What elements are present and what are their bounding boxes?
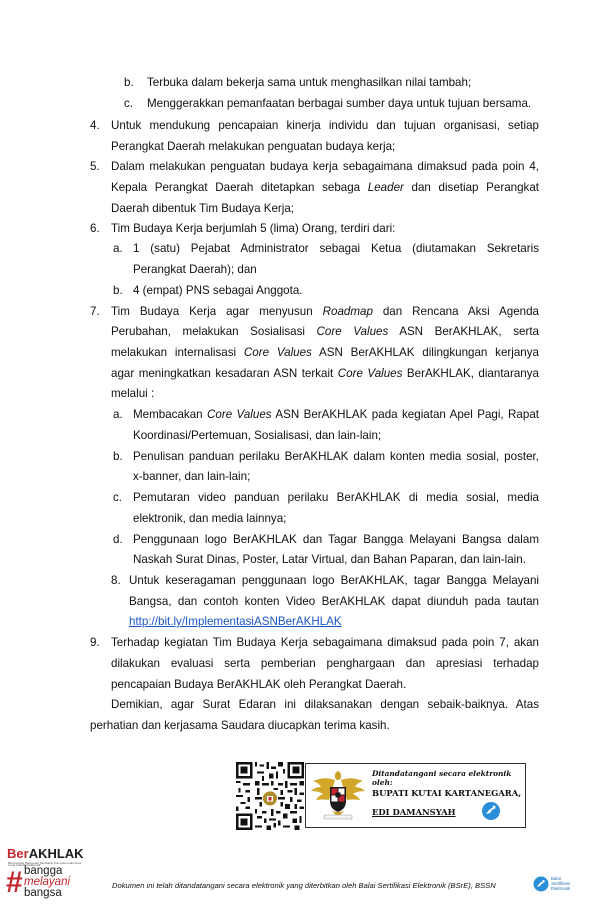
text-run-italic: Roadmap xyxy=(322,305,373,318)
paragraph-line: Daerah dibentuk Tim Budaya Kerja; xyxy=(111,202,295,215)
berakhlak-logo xyxy=(7,846,84,861)
closing-line: perhatian dan kerjasama Saudara diucapkan terima kasih. xyxy=(90,719,390,732)
text-run-italic: Core Values xyxy=(243,346,312,359)
bsre-seal-icon xyxy=(481,801,501,821)
text-run: Perubahan, melakukan Sosialisasi xyxy=(111,325,317,338)
paragraph-line: Tim Budaya Kerja berjumlah 5 (lima) Orang, terdiri dari: xyxy=(111,222,396,235)
text-run: Kepala Perangkat Daerah ditetapkan sebaga xyxy=(111,181,368,194)
list-item-text: 1 (satu) Pejabat Administrator sebagai Ketua (diutamakan Sekretaris xyxy=(133,242,539,255)
signatory-name: EDI DAMANSYAH xyxy=(372,807,456,817)
garuda-emblem-icon xyxy=(308,765,368,825)
bsre-logo-icon xyxy=(533,876,549,892)
download-link[interactable]: http://bit.ly/ImplementasiASNBerAKHLAK xyxy=(129,615,342,628)
qr-emblem-icon xyxy=(263,791,277,805)
point-number: 5. xyxy=(90,160,100,173)
list-marker: b. xyxy=(113,450,123,463)
logo-word: bangsa xyxy=(24,887,62,899)
text-run: ASN BerAKHLAK pada kegiatan Apel Pagi, Rapat xyxy=(271,408,539,421)
bsre-label-line: Sertifikasi xyxy=(551,880,571,886)
paragraph-line: Perangkat Daerah melakukan penguatan budaya kerja; xyxy=(111,140,396,153)
logo-word: bangga xyxy=(24,865,63,877)
list-marker: d. xyxy=(113,533,123,546)
list-item-text: Penulisan panduan perilaku BerAKHLAK dalam konten media sosial, poster, xyxy=(133,450,539,463)
paragraph-line xyxy=(111,181,539,195)
list-item-text: Naskah Surat Dinas, Poster, Latar Virtual, dan Bahan Paparan, dan lain-lain. xyxy=(133,553,526,566)
qr-code xyxy=(236,762,304,830)
footer-note: Dokumen ini telah ditandatangani secara elektronik yang diterbitkan oleh Balai Sertifikasi Elektronik (BSrE), BSSN xyxy=(112,881,496,890)
closing-line: Demikian, agar Surat Edaran ini dilaksanakan dengan sebaik-baiknya. Atas xyxy=(111,698,539,711)
list-marker: b. xyxy=(113,284,123,297)
text-run: dan disetiap Perangkat xyxy=(403,181,539,194)
text-run: agar meningkatkan kesadaran ASN terkait xyxy=(111,367,338,380)
paragraph-line xyxy=(111,325,539,339)
logo-word: melayani xyxy=(24,876,71,888)
point-number: 8. xyxy=(111,574,121,587)
hashtag-icon: # xyxy=(6,866,23,899)
list-marker: a. xyxy=(113,408,123,421)
list-item-text: Perangkat Daerah); dan xyxy=(133,263,257,276)
list-item-text: Penggunaan logo BerAKHLAK dan Tagar Bangga Melayani Bangsa dalam xyxy=(133,533,539,546)
list-marker: b. xyxy=(124,76,134,89)
list-marker: c. xyxy=(113,491,123,504)
list-item-text: Terbuka dalam bekerja sama untuk menghasilkan nilai tambah; xyxy=(147,76,472,89)
point-number: 9. xyxy=(90,636,100,649)
list-item-text xyxy=(133,408,539,422)
paragraph-line: Dalam melakukan penguatan budaya kerja sebagaimana dimaksud pada poin 4, xyxy=(111,160,539,173)
text-run-italic: Leader xyxy=(367,181,404,194)
text-run: ASN BerAKHLAK, serta xyxy=(388,325,539,338)
bangga-melayani-bangsa-logo xyxy=(24,866,70,899)
text-run: melakukan internalisasi xyxy=(111,346,244,359)
text-run-italic: Core Values xyxy=(316,325,389,338)
list-item-text: 4 (empat) PNS sebagai Anggota. xyxy=(133,284,303,297)
paragraph-line: dilakukan evaluasi serta pemberian penghargaan dan apresiasi terhadap xyxy=(111,657,539,670)
logo-brand-black: AKHLAK xyxy=(28,846,84,861)
paragraph-line: Bangsa, dan contoh konten Video BerAKHLAK dapat diunduh pada tautan xyxy=(129,595,539,608)
point-number: 7. xyxy=(90,305,100,318)
paragraph-line: Untuk keseragaman penggunaan logo BerAKHLAK, tagar Bangga Melayani xyxy=(129,574,539,587)
list-item-text: elektronik, dan media lainnya; xyxy=(133,512,287,525)
list-marker: c. xyxy=(124,97,134,110)
list-item-text: Pemutaran video panduan perilaku BerAKHLAK di media sosial, media xyxy=(133,491,539,504)
paragraph-line: Terhadap kegiatan Tim Budaya Kerja sebagaimana dimaksud pada poin 7, akan xyxy=(111,636,539,649)
text-run-italic: Core Values xyxy=(337,367,403,380)
text-run: ASN BerAKHLAK dilingkungan kerjanya xyxy=(311,346,539,359)
paragraph-line: melalui : xyxy=(111,387,155,400)
point-number: 6. xyxy=(90,222,100,235)
logo-brand-red: Ber xyxy=(7,846,29,861)
electronic-signature-box xyxy=(305,763,526,828)
list-item-text: x-banner, dan lain-lain; xyxy=(133,470,251,483)
text-run: Membacakan xyxy=(133,408,208,421)
paragraph-line xyxy=(111,346,539,360)
point-number: 4. xyxy=(90,119,100,132)
text-run: Tim Budaya Kerja agar menyusun xyxy=(111,305,323,318)
bsre-label-line: Elektronik xyxy=(551,885,571,891)
text-run: BerAKHLAK, diantaranya xyxy=(402,367,539,380)
text-run: dan Rencana Aksi Agenda xyxy=(372,305,540,318)
paragraph-line xyxy=(111,305,539,319)
bsre-label xyxy=(551,877,570,891)
logo-tagline: Berorientasi Pelayanan Akuntabel Kompeten Harmonis Loyal Adaptif Kolaboratif xyxy=(8,861,82,867)
paragraph-line: pencapaian Budaya BerAKHLAK oleh Perangkat Daerah. xyxy=(111,678,407,691)
list-marker: a. xyxy=(113,242,123,255)
list-item-text: Menggerakkan pemanfaatan berbagai sumber daya untuk tujuan bersama. xyxy=(147,97,532,110)
text-run-italic: Core Values xyxy=(207,408,272,421)
bsre-label-line: Balai xyxy=(551,876,561,881)
list-item-text: Koordinasi/Pertemuan, Sosialisasi, dan lain-lain; xyxy=(133,429,382,442)
signatory-office: BUPATI KUTAI KARTANEGARA, xyxy=(372,788,522,798)
paragraph-line: Untuk mendukung pencapaian kinerja individu dan tujuan organisasi, setiap xyxy=(111,119,539,132)
paragraph-line xyxy=(111,367,539,381)
signature-label: Ditandatangani secara elektronik oleh: xyxy=(372,769,512,787)
